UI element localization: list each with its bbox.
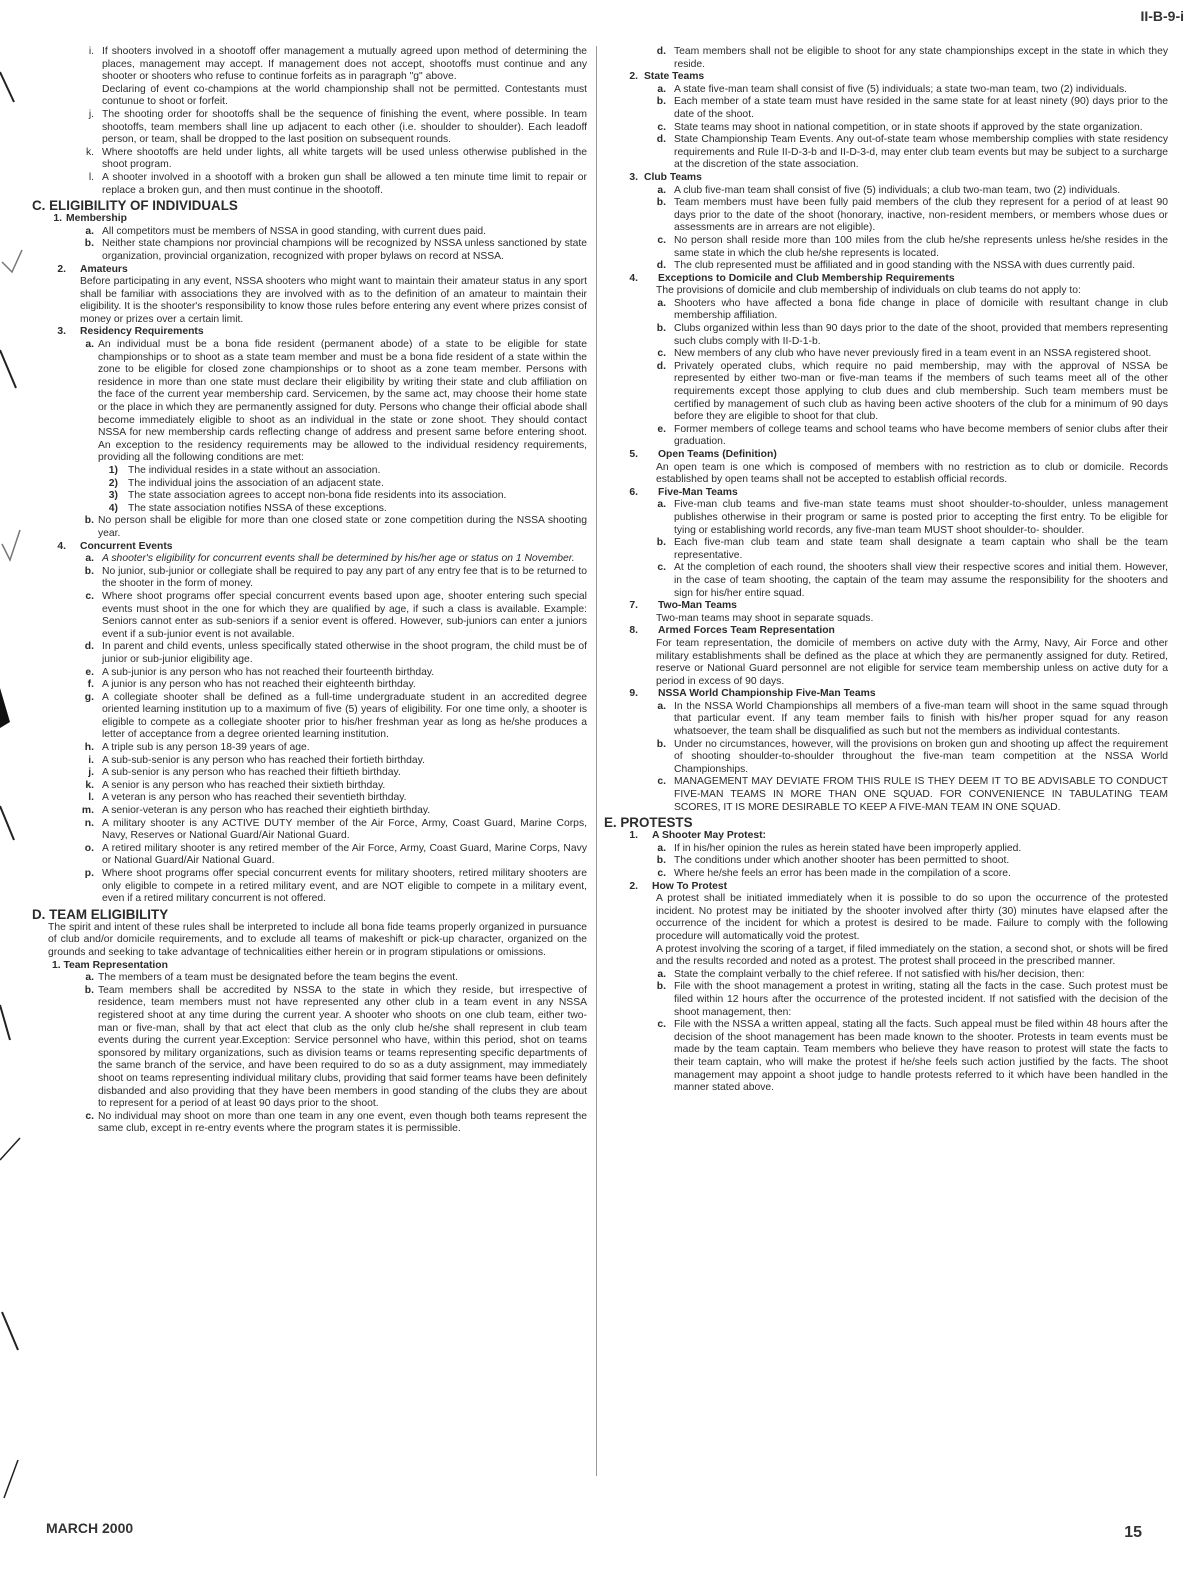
list-item: g. A collegiate shooter shall be defined as a full-time undergraduate student in an accredited degree oriented learning institution up to a maximum of five (5) years of eligibility. For one time only, a shooter is eligible to compete as a collegiate shooter prior to his/her freshman year as long as he/she produces a letter of acceptance from a degree oriented learning institution.	[84, 691, 587, 741]
list-item: o. A retired military shooter is any retired member of the Air Force, Army, Coast Guard, Marine Corps, Navy or National Guard/Air National Guard.	[84, 842, 587, 867]
subsection-heading: 3. Residency Requirements	[57, 326, 204, 338]
list-item: d. Team members shall not be eligible to shoot for any state championships except in the state in which they reside.	[656, 46, 1168, 70]
paragraph: The spirit and intent of these rules shall be interpreted to include all bona fide teams properly organized in pursuance of club and/or domicile requirements, and to exclude all teams of makeshift or pick-up character, organized on the grounds and seeking to take advantage of technicalities either herein or in program stipulations or omissions.	[48, 921, 587, 958]
subsection-heading: 1. Team Representation	[52, 959, 168, 971]
section-heading: E. PROTESTS	[604, 815, 693, 831]
subsection-heading: 2. Amateurs	[57, 263, 128, 275]
list-item: a. The members of a team must be designated before the team begins the event.	[85, 972, 458, 984]
subsection-heading: 1. Membership	[53, 213, 127, 225]
margin-mark	[0, 1138, 20, 1160]
paragraph: For team representation, the domicile of members on active duty with the Army, Navy, Air Force and other military establishments shall be defined as the place at which they are permanently assigned for duty. Retired, reserve or National Guard personnel are not eligible for service team membership unless on active duty for a period in excess of 90 days.	[656, 637, 1168, 687]
paragraph: Two-man teams may shoot in separate squads.	[656, 612, 874, 624]
list-item: n. A military shooter is any ACTIVE DUTY member of the Air Force, Army, Coast Guard, Marine Corps, Navy, Reserves or National Guard/Air National Guard.	[84, 817, 587, 842]
margin-mark	[0, 350, 16, 388]
list-item: c. No person shall reside more than 100 miles from the club he/she represents unless he/she resides in the same state in which the club he/she represents is located.	[657, 234, 1168, 259]
subsection-heading: 8. Armed Forces Team Representation	[629, 625, 835, 637]
list-item: d. The club represented must be affiliated and in good standing with the NSSA with dues currently paid.	[656, 260, 1135, 272]
subsection-heading: 9. NSSA World Championship Five-Man Teams	[629, 688, 876, 700]
list-item: c. No individual may shoot on more than one team in any one event, even though both teams represent the same club, except in re-entry events where the program states it is permissible.	[85, 1110, 587, 1135]
footer-date: MARCH 2000	[46, 1520, 134, 1536]
subsection-heading: 2. How To Protest	[629, 880, 728, 892]
list-item: a. Five-man club teams and five-man state teams must shoot shoulder-to-shoulder, unless management publishes otherwise in their program or same is posted prior to accepting the first entry. To be eligible for tying or establishing world records, any five-man team MUST shoot shoulder-to- shoulder.	[657, 499, 1168, 536]
condition-item: 4) The state association notifies NSSA of these exceptions.	[108, 502, 387, 514]
list-item: d. Privately operated clubs, which require no paid membership, may with the approval of NSSA be represented by either two-man or five-man teams if the members of such teams meet all of the other requirements except those applying to club dues and club membership. Such team members must be certified by management of such club as having been active shooters of the club for a minimum of 90 days before they are eligible to shoot for that club.	[656, 360, 1168, 423]
list-item: b. Neither state champions nor provincial champions will be recognized by NSSA unless sanctioned by state organization, provincial organization, recognized with proper bylaws on record at NSSA.	[84, 238, 587, 262]
list-item: a. A state five-man team shall consist of five (5) individuals; a state two-man team, two (2) individuals.	[657, 83, 1128, 95]
list-item: b. No junior, sub-junior or collegiate shall be required to pay any part of any entry fee that is to be returned to the shooter in the form of money.	[84, 565, 587, 590]
list-item: p. Where shoot programs offer special concurrent events for military shooters, retired military shooters are only eligible to compete in a retired military event, and are NOT eligible to compete in a military event, even if a retired military concurrent is not offered.	[84, 868, 587, 905]
list-item: a. All competitors must be members of NSSA in good standing, with current dues paid.	[85, 225, 487, 237]
subsection-heading: 1. A Shooter May Protest:	[629, 830, 766, 842]
list-item: b. Each member of a state team must have resided in the same state for at least ninety (90) days prior to the date of the shoot.	[656, 96, 1168, 120]
subsection-heading: 7. Two-Man Teams	[629, 600, 737, 612]
list-item: b. File with the shoot management a protest in writing, stating all the facts in the case. Such protest must be filed within 12 hours after the occurrence of the protested incident. If not satisfied with the decision of the shoot management, then:	[656, 981, 1168, 1018]
list-item: a. Shooters who have affected a bona fide change in place of domicile with resultant change in club membership affiliation.	[657, 297, 1168, 322]
list-item: b. No person shall be eligible for more than one closed state or zone competition during the NSSA shooting year.	[84, 515, 587, 539]
section-heading: D. TEAM ELIGIBILITY	[32, 906, 169, 922]
left-column	[32, 46, 587, 1136]
subsection-heading: 4. Concurrent Events	[57, 540, 173, 552]
subsection-heading: 6. Five-Man Teams	[629, 486, 738, 498]
list-item: f. A junior is any person who has not reached their eighteenth birthday.	[87, 679, 416, 691]
subsection-heading: 4. Exceptions to Domicile and Club Membership Requirements	[629, 272, 955, 284]
list-item: b. Team members shall be accredited by NSSA to the state in which they reside, but irrespective of residence, team members must not have represented any other club in a team event in any NSSA registered shoot at any time during the current year. A shooter who shoots on one club team, either two-man or five-man, shall by that act elect that club as the only club he/she shall represent in club team events during the current year.Exception: Service personnel who have, within this period, shot on teams sponsored by military organizations, such as division teams or teams representing specific departments of the same branch of the service, and have been required to do so as a duty assignment, may immediately shoot on teams representing individual military clubs, providing that said former teams have been definitely disbanded and also providing that they have been members in good standing of the clubs they are about to represent for a period of at least 90 days prior to the shoot.	[84, 984, 587, 1110]
margin-mark	[0, 1005, 10, 1040]
subsection-heading: 5. Open Teams (Definition)	[629, 449, 777, 460]
list-item: a. In the NSSA World Championships all members of a five-man team will shoot in the same squad through that particular event. If any team member fails to finish with his/her proper squad for any reason whatsoever, the team shall be disqualified as such but not the members as individual contestants.	[657, 700, 1168, 738]
margin-mark	[0, 72, 14, 102]
subsection-heading: 2. State Teams	[629, 71, 705, 83]
condition-item: 1) The individual resides in a state without an association.	[108, 465, 381, 476]
margin-mark	[0, 688, 10, 728]
page-number: 15	[1124, 1524, 1142, 1541]
list-item: a. If in his/her opinion the rules as herein stated have been improperly applied.	[657, 842, 1022, 854]
column-divider	[596, 46, 597, 1476]
list-item: a. An individual must be a bona fide resident (permanent abode) of a state to be eligible for state championships or to shoot as a state team member and must be a bona fide resident of a state within the zone to be eligible for closed zone championships or to shoot as a zone team member. Persons with residence in more than one state must declare their eligibility by writing their state and club affiliation on the face of the current year membership card. Servicemen, by the same act, may choose their home state or the place in which they are permanently assigned for duty. Persons who change their official abode shall become immediately eligible to shoot as an individual in the state or zone shoot. They should contact NSSA for new membership cards reflecting change of address and present same before entering shoot. An exception to the residency requirements may be allowed to the individual residency requirements, providing all the following conditions are met:	[85, 339, 587, 464]
list-item: c. New members of any club who have never previously fired in a team event in an NSSA registered shoot.	[657, 348, 1152, 360]
list-item: b. Under no circumstances, however, will the provisions on broken gun and shooting up affect the requirement of shooting shoulder-to-shoulder throughout the five-man team competition at the NSSA World Championships.	[656, 738, 1168, 775]
list-item: h. A triple sub is any person 18-39 years of age.	[84, 742, 310, 754]
list-item: k. Where shootoffs are held under lights, all white targets will be used unless otherwise published in the shoot program.	[85, 146, 587, 171]
list-item: a. A club five-man team shall consist of five (5) individuals; a club two-man team, two (2) individuals.	[657, 184, 1121, 196]
paragraph: A protest shall be initiated immediately when it is possible to do so upon the occurrence of the protested incident. No protest may be initiated by the shooter involved after thirty (30) minutes have elapsed after the occurrence of the incident for which a protest is desired to be made. Failure to comply with the following procedure will automatically void the protest.	[656, 893, 1168, 942]
list-item: k. A senior is any person who has reached their sixtieth birthday.	[85, 779, 386, 791]
paragraph: A protest involving the scoring of a target, if filed immediately on the station, a second shot, or shots will be fired and the results recorded and noted as a protest. The protest shall proceed in the prescribed manner.	[656, 943, 1168, 968]
list-item: a. State the complaint verbally to the chief referee. If not satisfied with his/her decision, then:	[657, 968, 1085, 980]
condition-item: 3) The state association agrees to accept non-bona fide residents into its association.	[108, 490, 507, 502]
margin-mark	[2, 250, 22, 272]
list-item: d. In parent and child events, unless specifically stated otherwise in the shoot program, the child must be of junior or sub-junior eligibility age.	[84, 641, 587, 665]
subsection-heading: 3. Club Teams	[629, 171, 702, 183]
margin-mark	[2, 530, 20, 560]
margin-mark	[4, 1460, 18, 1498]
list-item: i. If shooters involved in a shootoff offer management a mutually agreed upon method of determining the places, management may accept. If management does not accept, shootoffs must continue and any shooter or shooters who refuse to continue forfeits as in paragraph "g" above. Declaring of event co-champions at the world championship shall not be permitted. Contestants must contunue to shoot or forfeit.	[88, 46, 587, 108]
list-item: b. Team members must have been fully paid members of the club they represent for a period of at least 90 days prior to the date of the shoot (honorary, inactive, non-resident members, or members whose dues or assessments are in arrears are not eligible).	[656, 197, 1168, 234]
paragraph: An open team is one which is composed of members with no restriction as to club or domicile. Records established by open teams shall not be accepted to establish official records.	[656, 461, 1168, 486]
section-heading: C. ELIGIBILITY OF INDIVIDUALS	[32, 198, 238, 214]
list-item: c. Where he/she feels an error has been made in the compilation of a score.	[657, 868, 1011, 879]
margin-mark	[0, 806, 14, 840]
list-item: d. State Championship Team Events. Any out-of-state team whose membership complies with state residency requirements and Rule II-D-3-b and II-D-3-d, may enter club team events but may be subject to a surcharge at the discretion of the state association.	[656, 134, 1168, 171]
condition-item: 2) The individual joins the association of an adjacent state.	[108, 477, 384, 489]
list-item: l. A shooter involved in a shootoff with a broken gun shall be allowed a ten minute time limit to repair or replace a broken gun, and then must continue in the shootoff.	[88, 171, 587, 196]
list-item: j. The shooting order for shootoffs shall be the sequence of finishing the event, where possible. In team shootoffs, team members shall line up adjacent to each other (i.e. shoulder to shoulder). Each leadoff person, or team, shall be dropped to the last position on subsequent rounds.	[88, 108, 587, 146]
list-item: b. The conditions under which another shooter has been permitted to shoot.	[656, 855, 1010, 867]
list-item: e. A sub-junior is any person who has not reached their fourteenth birthday.	[85, 666, 435, 678]
list-item: c. Where shoot programs offer special concurrent events based upon age, shooter entering such special events must shoot in the one for which they are qualified by age, if such a class is available. Example: Seniors cannot enter as sub-seniors if a senior event is offered. However, sub-juniors can enter a juniors event if a sub-junior event is not available.	[85, 590, 587, 640]
list-item: e. Former members of college teams and school teams who have become members of senior clubs after their graduation.	[657, 423, 1168, 448]
list-item: l. A veteran is any person who has reached their seventieth birthday.	[88, 792, 407, 804]
list-item: b. Each five-man club team and state team shall designate a team captain who shall be the team representative.	[656, 537, 1168, 561]
paragraph: The provisions of domicile and club membership of individuals on club teams do not apply to:	[656, 285, 1081, 297]
list-item: m. A senior-veteran is any person who has reached their eightieth birthday.	[81, 805, 431, 817]
list-item: c. At the completion of each round, the shooters shall view their respective scores and initial them. However, in the case of team shooting, the captain of the team may assume the responsibility for the shooters and sign for his/her entire squad.	[657, 562, 1168, 599]
right-column	[604, 46, 1168, 1095]
list-item: j. A sub-senior is any person who has reached their fiftieth birthday.	[88, 767, 401, 779]
page-code: II-B-9-i	[1140, 8, 1184, 24]
margin-mark	[2, 1312, 18, 1350]
list-item: c. State teams may shoot in national competition, or in state shoots if approved by the state organization.	[657, 121, 1143, 133]
list-item: b. Clubs organized within less than 90 days prior to the date of the shoot, provided that members representing such clubs comply with II-D-1-b.	[656, 323, 1168, 347]
list-item: a. A shooter's eligibility for concurrent events shall be determined by his/her age or status on 1 November.	[85, 553, 575, 565]
margin-marks	[0, 0, 30, 1576]
list-item: c. File with the NSSA a written appeal, stating all the facts. Such appeal must be filed within 48 hours after the decision of the shoot management has been made known to the shooter. Protests in team events must be made by the team captain. Team members who believe they have reason to protest will state the facts to their team captain, who will make the protest if he/she feels such action justified by the facts. The shoot management may appoint a shoot judge to handle protests referred to it which have been handled in the manner stated above.	[657, 1019, 1168, 1094]
paragraph: Before participating in any event, NSSA shooters who might want to maintain their amateur status in any sport shall be familiar with associations they are involved with as to the definition of an amateur to maintain their eligibility. It is the shooter's responsibility to know those rules before entering any event where prizes consist of money or prizes over a certain limit.	[80, 276, 587, 325]
list-item: c. MANAGEMENT MAY DEVIATE FROM THIS RULE IS THEY DEEM IT TO BE ADVISABLE TO CONDUCT FIVE-MAN TEAMS IN MORE THAN ONE SQUAD. FOR CONVENIENCE IN TABULATING TEAM SCORES, IT IS MORE DESIRABLE TO KEEP A FIVE-MAN TEAM IN ONE SQUAD.	[657, 776, 1168, 813]
list-item: i. A sub-sub-senior is any person who has reached their fortieth birthday.	[88, 754, 425, 766]
